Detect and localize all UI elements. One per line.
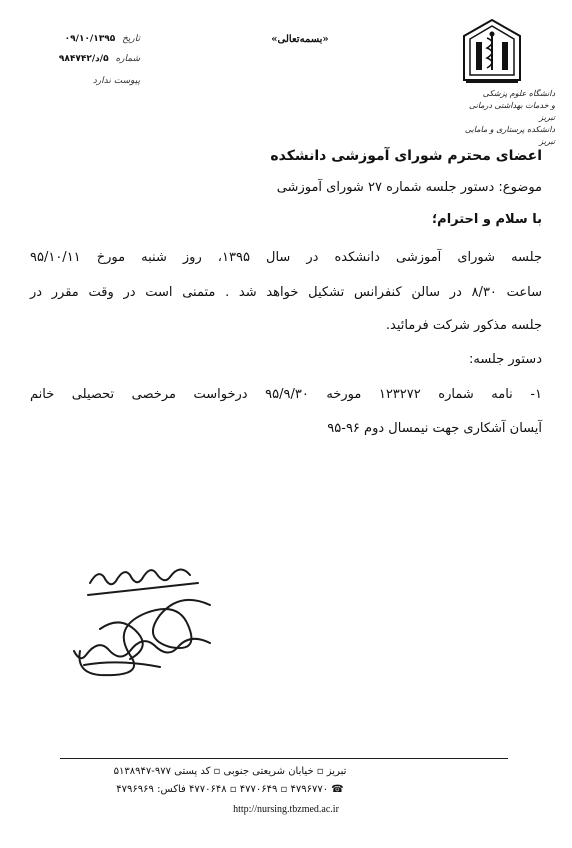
paragraph-line: ساعت ۸/۳۰ در سالن کنفرانس تشکیل خواهد شد . متمنی است در وقت مقرر در <box>30 285 542 300</box>
signature <box>60 555 230 690</box>
university-logo <box>462 18 522 88</box>
attachment-row <box>40 74 140 88</box>
footer-address: تبریز ▫ خیابان شریعتی جنوبی ▫ کد پستی ۹۷۷-۵۱۳۸۹۴۷ <box>113 766 347 777</box>
date-row <box>40 32 140 46</box>
paragraph-line: جلسه مذکور شرکت فرمائید. <box>385 318 542 333</box>
university-line: دانشکده پرستاری و مامایی تبریز <box>464 125 555 146</box>
university-line: دانشگاه علوم پزشکی <box>482 89 555 98</box>
recipient-heading: اعضای محترم شورای آموزشی دانشکده <box>270 148 542 164</box>
date-value: ۰۹/۱۰/۱۳۹۵ <box>64 34 116 44</box>
basmala: «بسمه‌تعالی» <box>271 34 329 45</box>
handwritten-signature-icon <box>60 555 230 690</box>
agenda-item-line: آیسان آشکاری جهت نیمسال دوم ۹۶-۹۵ <box>327 421 542 436</box>
university-emblem-icon <box>462 18 522 88</box>
date-label: تاریخ <box>122 34 140 44</box>
number-value: ۵/د/۹۸۴۷۴۲ <box>58 54 109 64</box>
number-row <box>40 52 140 66</box>
footer-phones: ☎ ۴۷۹۶۷۷۰ ▫ ۴۷۷۰۶۴۹ ▫ ۴۷۷۰۶۴۸ فاکس: ۴۷۹۶۹۶۹ <box>116 784 344 795</box>
university-name <box>455 88 555 148</box>
greeting: با سلام و احترام؛ <box>431 212 542 227</box>
agenda-label: دستور جلسه: <box>468 352 542 367</box>
footer-divider <box>60 758 508 759</box>
university-line: و خدمات بهداشتی درمانی تبریز <box>468 101 555 122</box>
attachment-label: پیوست <box>113 76 140 86</box>
number-label: شماره <box>115 54 140 64</box>
paragraph-line: جلسه شورای آموزشی دانشکده در سال ۱۳۹۵، روز شنبه مورخ ۹۵/۱۰/۱۱ <box>30 250 542 265</box>
footer-website-link[interactable]: http://nursing.tbzmed.ac.ir <box>233 804 339 815</box>
subject-line: موضوع: دستور جلسه شماره ۲۷ شورای آموزشی <box>276 180 542 195</box>
attachment-value: ندارد <box>92 76 111 86</box>
agenda-item-line: ۱- نامه شماره ۱۲۳۲۷۲ مورخه ۹۵/۹/۳۰ درخواست مرخصی تحصیلی خانم <box>30 387 543 402</box>
